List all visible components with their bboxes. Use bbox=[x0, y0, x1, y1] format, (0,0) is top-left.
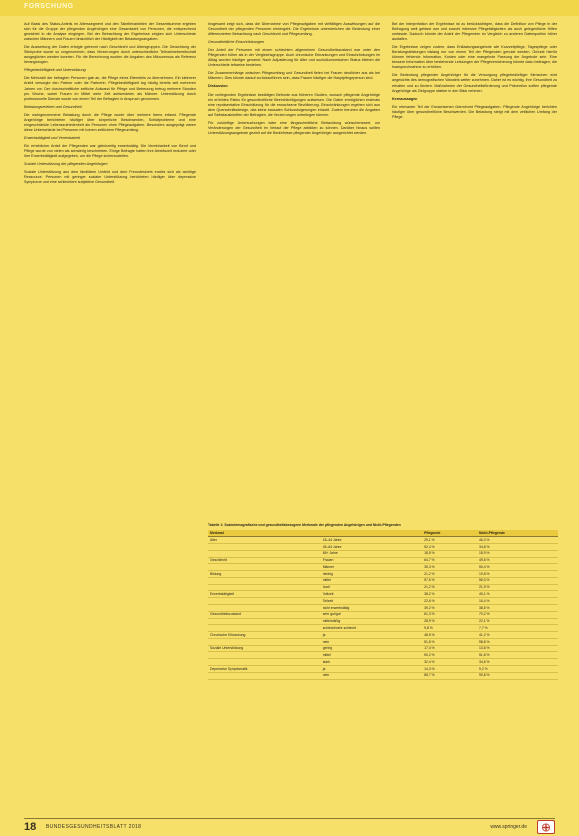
section-heading: Diskussion bbox=[208, 84, 228, 89]
table-row bbox=[208, 632, 558, 639]
section-heading: Soziale Unterstützung der pflegenden Angehörigen bbox=[24, 162, 108, 167]
table-cell: 9,2 % bbox=[477, 666, 558, 673]
table-cell: 32,4 % bbox=[422, 659, 477, 666]
page-footer bbox=[0, 815, 579, 836]
table-cell: Gesundheitszustand bbox=[208, 611, 321, 618]
paragraph: Insgesamt zeigt sich, dass die Übernahme von Pflegeaufgaben mit vielfältigen Auswirkungen auf die Gesundheit der pflegenden Personen einhergeht. Die Ergebnisse unterstreichen die Bedeutung einer differenzierten Betrachtung nach Geschlecht und Pflegeumfang. bbox=[208, 22, 380, 37]
table-cell: stark bbox=[321, 659, 422, 666]
table-cell bbox=[208, 625, 321, 632]
section-heading: Erwerbstätigkeit und Vereinbarkeit bbox=[24, 135, 81, 140]
table-cell: gering bbox=[321, 645, 422, 652]
paragraph: Soziale Unterstützung aus dem familiären Umfeld und dem Freundeskreis erwies sich als wichtige Ressource. Personen mit geringer sozialer Unterstützung berichteten häufiger über depressive Symptome und eine schlechtere subjektive Gesundheit. bbox=[24, 170, 196, 185]
table-cell: 14,3 % bbox=[422, 666, 477, 673]
table-header-cell: Nicht-Pflegende bbox=[477, 530, 558, 537]
table-header-cell bbox=[321, 530, 422, 537]
paragraph: Die Ergebnisse zeigen zudem, dass Entlastungsangebote wie Kurzzeitpflege, Tagespflege oder Beratungsleistungen bislang nur von einem Teil der Pflegenden genutzt werden. Gründe hierfür können fehlende Information, Kosten oder eine mangelnde Passung der Angebote sein. Eine bessere Information über bestehende Leistungen der Pflegeversicherung könnte dazu beitragen, die Inanspruchnahme zu erhöhen. bbox=[392, 45, 557, 70]
paragraph: Die vorliegenden Ergebnisse bestätigen Befunde aus früheren Studien, wonach pflegende Angehörige ein erhöhtes Risiko für gesundheitliche Beeinträchtigungen aufweisen. Die Daten ermöglichen erstmals eine repräsentative Einschätzung für die erwachsene Bevölkerung. Einschränkungen ergeben sich aus dem Querschnittsdesign, das keine kausalen Schlussfolgerungen erlaubt. Zudem beruhen die Angaben auf Selbstauskünften der Befragten, die Verzerrungen unterliegen können. bbox=[208, 92, 380, 117]
table-cell: nein bbox=[321, 638, 422, 645]
table-cell: 28,9 % bbox=[422, 618, 477, 625]
text-column-1 bbox=[24, 22, 196, 188]
table-cell: 18,5 % bbox=[422, 550, 477, 557]
table-cell: 22,1 % bbox=[477, 618, 558, 625]
table-row bbox=[208, 625, 558, 632]
table-cell: 7,7 % bbox=[477, 625, 558, 632]
table-cell: 85,7 % bbox=[422, 672, 477, 679]
table-cell: mittel bbox=[321, 577, 422, 584]
section-heading: Kernaussagen bbox=[392, 96, 418, 101]
table-cell bbox=[208, 652, 321, 659]
table-row bbox=[208, 611, 558, 618]
section-heading: Pflegebedürftigkeit und Unterstützung bbox=[24, 68, 86, 73]
table-cell: Teilzeit bbox=[321, 598, 422, 605]
section-label: FORSCHUNG bbox=[24, 3, 74, 10]
table-cell: 34,6 % bbox=[477, 659, 558, 666]
paragraph: Ein erheblicher Anteil der Pflegenden war gleichzeitig erwerbstätig. Die Vereinbarkeit von Beruf und Pflege wurde von vielen als schwierig beschrieben. Einige Befragte hatten ihre Arbeitszeit reduziert oder ihre Erwerbstätigkeit aufgegeben, um die Pflege sicherzustellen. bbox=[24, 143, 196, 159]
table-cell: 21,2 % bbox=[422, 584, 477, 591]
table-cell: Männer bbox=[321, 564, 422, 571]
table-cell: 64,7 % bbox=[422, 557, 477, 564]
table-cell: sehr gut/gut bbox=[321, 611, 422, 618]
table-cell: Soziale Unterstützung bbox=[208, 645, 321, 652]
table-cell: Erwerbstätigkeit bbox=[208, 591, 321, 598]
table-row bbox=[208, 550, 558, 557]
table-cell: 48,5 % bbox=[422, 632, 477, 639]
table-cell: ja bbox=[321, 666, 422, 673]
table-cell bbox=[208, 550, 321, 557]
table-cell: Bildung bbox=[208, 571, 321, 578]
table-cell: 38,5 % bbox=[477, 605, 558, 612]
table-cell: 70,2 % bbox=[477, 611, 558, 618]
table-cell: 13,6 % bbox=[477, 645, 558, 652]
table-row bbox=[208, 543, 558, 550]
paragraph: Die Mehrzahl der befragten Personen gab an, die Pflege eines Elternteils zu übernehmen. Ein kleinerer Anteil versorgte den Partner oder die Partnerin. Pflegebedürftigkeit lag häufig bereits seit mehreren Jahren vor. Der durchschnittliche zeitliche Aufwand für Pflege und Betreuung betrug mehrere Stunden pro Woche, wobei Frauen im Mittel mehr Zeit aufwendeten als Männer. Unterstützung durch professionelle Dienste wurde von einem Teil der Befragten in Anspruch genommen. bbox=[24, 76, 196, 101]
table-cell: nicht erwerbstätig bbox=[321, 605, 422, 612]
table-cell: nein bbox=[321, 672, 422, 679]
table-cell: 9,8 % bbox=[422, 625, 477, 632]
table-cell: mittelmäßig bbox=[321, 618, 422, 625]
publisher-logo-icon bbox=[537, 820, 555, 834]
table-cell bbox=[208, 605, 321, 612]
journal-name: BUNDESGESUNDHEITSBLATT 2018 bbox=[46, 824, 142, 830]
table-cell: 65+ Jahre bbox=[321, 550, 422, 557]
table-cell bbox=[208, 577, 321, 584]
table-cell bbox=[208, 584, 321, 591]
publisher-url[interactable]: www.springer.de bbox=[490, 824, 527, 830]
table-cell: 51,5 % bbox=[422, 638, 477, 645]
table-row bbox=[208, 591, 558, 598]
table-cell: 29,1 % bbox=[422, 537, 477, 544]
table-cell: 41,2 % bbox=[477, 632, 558, 639]
header-band bbox=[0, 0, 579, 16]
table-cell: 58,8 % bbox=[477, 638, 558, 645]
paragraph: Die Bedeutung pflegender Angehöriger für die Versorgung pflegebedürftiger Menschen wird angesichts des demografischen Wandels weiter zunehmen. Daher ist es wichtig, ihre Gesundheit zu erhalten und zu fördern. Maßnahmen der Gesundheitsförderung und Prävention sollten pflegende Angehörige als Zielgruppe stärker in den Blick nehmen. bbox=[392, 73, 557, 93]
table-cell: Alter bbox=[208, 537, 321, 544]
table-cell bbox=[208, 638, 321, 645]
table-cell bbox=[208, 543, 321, 550]
section-heading: Belastungserleben und Gesundheit bbox=[24, 104, 82, 109]
table-cell: hoch bbox=[321, 584, 422, 591]
table-row bbox=[208, 666, 558, 673]
table-cell: 45–64 Jahre bbox=[321, 543, 422, 550]
table-row bbox=[208, 605, 558, 612]
table-cell: 57,6 % bbox=[422, 577, 477, 584]
paragraph: Für zukünftige Untersuchungen wäre eine längsschnittliche Betrachtung wünschenswert, um Veränderungen der Gesundheit im Verlauf der Pflege abbilden zu können. Darüber hinaus sollten Unterstützungsangebote gezielt auf die Bedürfnisse pflegender Angehöriger ausgerichtet werden. bbox=[208, 120, 380, 135]
paragraph: Ein relevanter Teil der Erwachsenen übernimmt Pflegeaufgaben. Pflegende Angehörige berichten häufiger über gesundheitliche Beschwerden. Die Belastung steigt mit dem zeitlichen Umfang der Pflege. bbox=[392, 104, 557, 119]
table-row bbox=[208, 652, 558, 659]
table-cell bbox=[208, 672, 321, 679]
table-cell: Geschlecht bbox=[208, 557, 321, 564]
table-row bbox=[208, 577, 558, 584]
table-cell: 50,4 % bbox=[477, 564, 558, 571]
table-cell: 58,3 % bbox=[477, 577, 558, 584]
table-cell: 18,9 % bbox=[477, 550, 558, 557]
paragraph: Bei der Interpretation der Ergebnisse ist zu berücksichtigen, dass die Definition von Pflege in der Befragung weit gefasst war und sowohl intensive Pflegetätigkeiten als auch gelegentliche Hilfen umfasste. Dadurch könnte der Anteil der Pflegenden im Vergleich zu anderen Datenquellen höher ausfallen. bbox=[392, 22, 557, 42]
table-cell: Depressive Symptomatik bbox=[208, 666, 321, 673]
table-row bbox=[208, 618, 558, 625]
table-cell: 38,2 % bbox=[422, 591, 477, 598]
table-row bbox=[208, 557, 558, 564]
table-cell bbox=[208, 659, 321, 666]
table-cell: 61,3 % bbox=[422, 611, 477, 618]
table-cell bbox=[208, 618, 321, 625]
table-cell: Chronische Erkrankung bbox=[208, 632, 321, 639]
table-body bbox=[208, 537, 558, 679]
table-cell: 21,9 % bbox=[477, 584, 558, 591]
paragraph: Die Auswertung der Daten erfolgte getrennt nach Geschlecht und Altersgruppen. Die Gewichtung der Stichprobe wurde so vorgenommen, dass Verzerrungen durch unterschiedliche Teilnahmebereitschaft ausgeglichen werden konnten. Für die Berechnung wurden die Angaben des Mikrozensus als Referenz herangezogen. bbox=[24, 45, 196, 65]
table-cell: 49,6 % bbox=[477, 557, 558, 564]
table-row bbox=[208, 537, 558, 544]
table-row bbox=[208, 584, 558, 591]
table-cell: 50,2 % bbox=[422, 652, 477, 659]
data-table bbox=[208, 530, 558, 680]
table-caption: Tabelle 1: Soziodemografische und gesundheitsbezogene Merkmale der pflegenden Angehörigen und Nicht-Pflegenden bbox=[208, 523, 401, 527]
table-header-cell: Pflegende bbox=[422, 530, 477, 537]
table-row bbox=[208, 564, 558, 571]
table-cell: 22,6 % bbox=[422, 598, 477, 605]
table-row bbox=[208, 571, 558, 578]
table-cell: 35,3 % bbox=[422, 564, 477, 571]
table-cell: 16,4 % bbox=[477, 598, 558, 605]
data-table-block bbox=[208, 523, 558, 815]
text-column-3 bbox=[392, 22, 557, 123]
paragraph: Die Zusammenhänge zwischen Pflegeumfang und Gesundheit fielen bei Frauen deutlicher aus als bei Männern. Dies könnte darauf zurückzuführen sein, dass Frauen häufiger die Hauptpflegeperson sind. bbox=[208, 71, 380, 81]
table-cell: 21,2 % bbox=[422, 571, 477, 578]
table-cell: 39,2 % bbox=[422, 605, 477, 612]
table-cell bbox=[208, 564, 321, 571]
table-cell: Vollzeit bbox=[321, 591, 422, 598]
table-row bbox=[208, 659, 558, 666]
table-cell: 19,8 % bbox=[477, 571, 558, 578]
table-cell: Frauen bbox=[321, 557, 422, 564]
table-cell: niedrig bbox=[321, 571, 422, 578]
paragraph: Der Anteil der Personen mit einem schlechten allgemeinen Gesundheitszustand war unter den Pflegenden höher als in der Vergleichsgruppe. Auch chronische Erkrankungen und Einschränkungen im Alltag wurden häufiger genannt. Nach Adjustierung für Alter und sozioökonomischen Status blieben die Unterschiede teilweise bestehen. bbox=[208, 48, 380, 68]
table-header-row bbox=[208, 530, 558, 537]
footer-rule bbox=[24, 818, 555, 819]
table-cell bbox=[208, 598, 321, 605]
section-heading: Gesundheitliche Einschränkungen bbox=[208, 40, 264, 45]
table-cell: 18–44 Jahre bbox=[321, 537, 422, 544]
table-cell: 34,8 % bbox=[477, 543, 558, 550]
table-row bbox=[208, 598, 558, 605]
paragraph: Auf Basis des Status-Anteils im Alterssegment und den Tabellenanteilen der Gesamtsumme ergeben sich für die Gruppe der pflegenden Angehörigen eine Gesamtzahl von Personen, die entsprechend gewichtet in die Analyse eingingen. Bei der Betrachtung der Ergebnisse zeigten sich Unterschiede zwischen Männern und Frauen hinsichtlich der Häufigkeit der Belastungsangaben. bbox=[24, 22, 196, 42]
table-cell: 17,4 % bbox=[422, 645, 477, 652]
table-cell: 52,4 % bbox=[422, 543, 477, 550]
table-cell: schlecht/sehr schlecht bbox=[321, 625, 422, 632]
table-cell: ja bbox=[321, 632, 422, 639]
table-cell: 46,3 % bbox=[477, 537, 558, 544]
paragraph: Die wahrgenommene Belastung durch die Pflege wurde über mehrere Items erfasst. Pflegende Angehörige berichteten häufiger über körperliche Beschwerden, Schlafprobleme und eine eingeschränkte Lebenszufriedenheit als Personen ohne Pflegeaufgaben. Besonders ausgeprägt waren diese Unterschiede bei Personen mit hohem zeitlichem Pflegeumfang. bbox=[24, 112, 196, 132]
text-column-2 bbox=[208, 22, 380, 139]
table-cell: 45,1 % bbox=[477, 591, 558, 598]
table-row bbox=[208, 638, 558, 645]
table-cell: 90,8 % bbox=[477, 672, 558, 679]
page-number: 18 bbox=[24, 821, 37, 833]
table-cell: mittel bbox=[321, 652, 422, 659]
table-cell: 51,8 % bbox=[477, 652, 558, 659]
table-row bbox=[208, 645, 558, 652]
table-row bbox=[208, 672, 558, 679]
table-header-cell: Merkmal bbox=[208, 530, 321, 537]
